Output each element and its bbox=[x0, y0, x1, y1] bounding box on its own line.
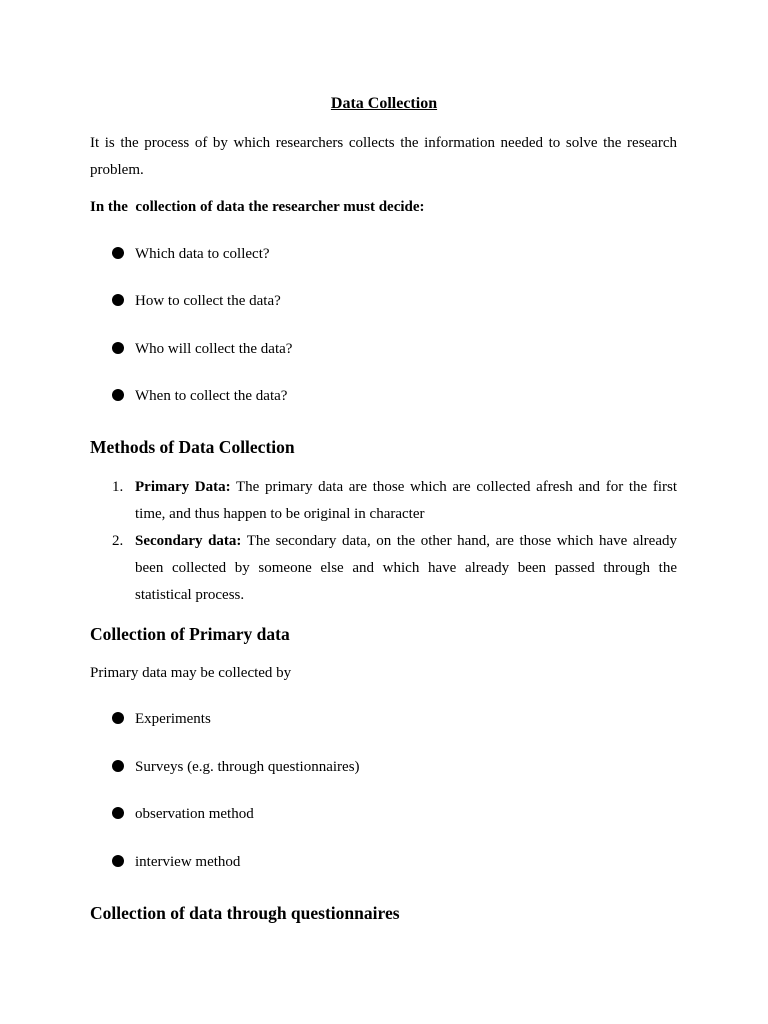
bullet-icon bbox=[112, 247, 124, 259]
numbered-item-body bbox=[135, 528, 677, 609]
list-item-text: Experiments bbox=[135, 711, 211, 727]
numbered-item bbox=[90, 474, 677, 528]
intro-paragraph: It is the process of by which researchers collects the information needed to solve the research problem. bbox=[90, 135, 677, 178]
primary-data-heading: Collection of Primary data bbox=[90, 624, 290, 644]
list-item bbox=[112, 708, 211, 730]
numbered-item bbox=[90, 528, 677, 609]
list-item bbox=[112, 756, 360, 778]
numbered-item-term: Secondary data: bbox=[135, 533, 242, 549]
decide-heading: In the collection of data the researcher must decide: bbox=[90, 199, 425, 215]
list-item bbox=[112, 851, 241, 873]
bullet-icon bbox=[112, 855, 124, 867]
list-item-text: Who will collect the data? bbox=[135, 341, 293, 357]
numbered-item-text: The primary data are those which are collected afresh and for the first time, and thus happen to be original in character bbox=[135, 479, 677, 522]
bullet-icon bbox=[112, 389, 124, 401]
bullet-icon bbox=[112, 760, 124, 772]
bullet-icon bbox=[112, 294, 124, 306]
numbered-item-marker: 2. bbox=[112, 533, 124, 549]
questionnaire-heading: Collection of data through questionnaires bbox=[90, 903, 400, 923]
numbered-item-term: Primary Data: bbox=[135, 479, 231, 495]
numbered-item-marker: 1. bbox=[112, 479, 124, 495]
list-item-text: observation method bbox=[135, 806, 254, 822]
list-item bbox=[112, 338, 293, 360]
numbered-item-body bbox=[135, 474, 677, 528]
list-item bbox=[112, 290, 281, 312]
list-item-text: Surveys (e.g. through questionnaires) bbox=[135, 759, 360, 775]
list-item-text: When to collect the data? bbox=[135, 388, 288, 404]
list-item bbox=[112, 803, 254, 825]
list-item-text: How to collect the data? bbox=[135, 293, 281, 309]
list-item-text: interview method bbox=[135, 854, 241, 870]
list-item bbox=[112, 243, 270, 265]
document-title: Data Collection bbox=[330, 95, 438, 112]
primary-intro-paragraph: Primary data may be collected by bbox=[90, 665, 292, 681]
methods-heading: Methods of Data Collection bbox=[90, 437, 295, 457]
list-item bbox=[112, 385, 288, 407]
list-item-text: Which data to collect? bbox=[135, 246, 270, 262]
bullet-icon bbox=[112, 342, 124, 354]
bullet-icon bbox=[112, 807, 124, 819]
bullet-icon bbox=[112, 712, 124, 724]
numbered-item-text: The secondary data, on the other hand, are those which have already been collected by someone else and which have already been passed through the statistical process. bbox=[135, 533, 677, 603]
